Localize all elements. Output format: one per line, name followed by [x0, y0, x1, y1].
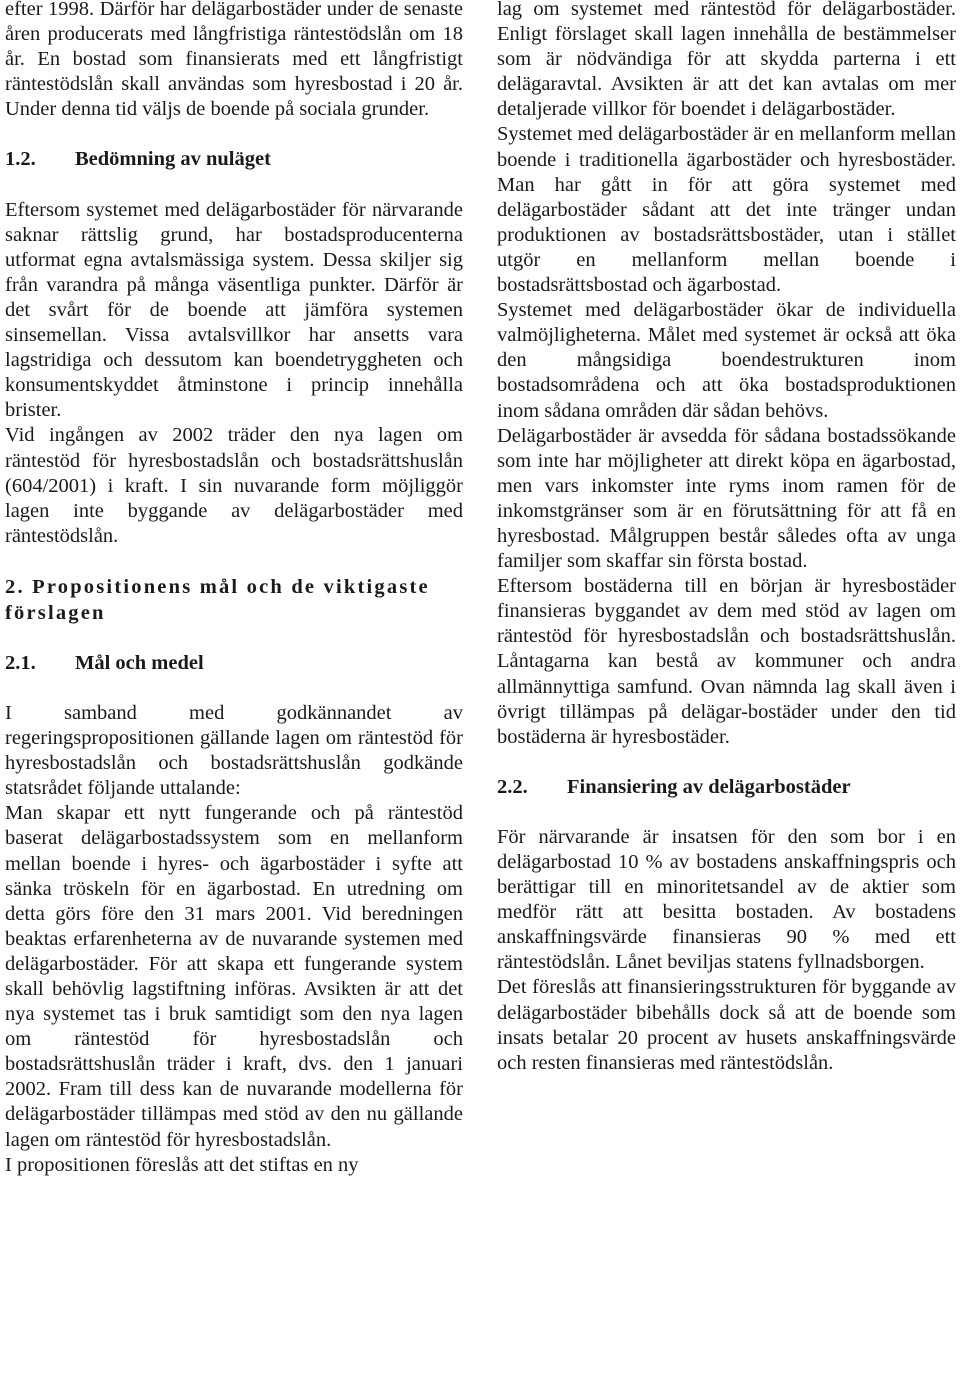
- heading-title: Bedömning av nuläget: [75, 148, 271, 171]
- heading-title: Mål och medel: [75, 651, 204, 674]
- paragraph-fin-2: Det föreslås att finansieringsstrukturen för byggande av delägarbostäder bibehålls dock så att de boende som insats betalar 20 procent av husets anskaffningsvärde och resten finansieras med räntestödslån.: [497, 976, 956, 1074]
- heading-title: Finansiering av delägarbostäder: [567, 775, 851, 798]
- right-column: [497, 0, 956, 1076]
- heading-number: 1.2.: [5, 148, 36, 171]
- heading-number: 2.1.: [5, 651, 36, 674]
- paragraph-mal-1: I samband med godkännandet av regeringspropositionen gällande lagen om räntestöd för hyresbostadslån och bostadsrättshuslån godkände statsrådet följande uttalande:: [5, 701, 463, 800]
- heading-2: 2. Propositionens mål och de viktigaste förslagen: [5, 575, 430, 624]
- heading-1-2: [5, 147, 463, 172]
- paragraph-system-1: Systemet med delägarbostäder är en mellanform mellan boende i traditionella ägarbostäder och hyresbostäder. Man har gått in för att göra systemet med delägarbostäder sådant att det inte tränger undan produktionen av bostadsrättsbostäder, utan i stället utgör en mellanform mellan boende i bostadsrättsbostad och ägarbostad.: [497, 123, 956, 297]
- paragraph-mal-3: I propositionen föreslås att det stiftas en ny: [5, 1153, 359, 1176]
- left-column: [5, 0, 463, 1178]
- paragraph-system-2: Systemet med delägarbostäder ökar de individuella valmöjligheterna. Målet med systemet är också att öka den mångsidiga boendestrukturen inom bostadsområdena och att öka bostadsproduktionen inom sådana områden där sådan behövs.: [497, 299, 956, 422]
- heading-number: 2.2.: [497, 775, 528, 798]
- paragraph-avsedda: Delägarbostäder är avsedda för sådana bostadssökande som inte har möjligheter att direkt köpa en ägarbostad, men vars inkomster inte ryms inom ramen för de inkomstgränser som är en förutsättning för att få en hyresbostad. Målgruppen består således ofta av unga familjer som skaffar sin första bostad.: [497, 424, 956, 573]
- paragraph-continued: lag om systemet med räntestöd för delägarbostäder. Enligt förslaget skall lagen innehålla de bestämmelser som är nödvändiga för att skydda parterna i ett delägaravtal. Avsikten är att det kan avtalas om mer detaljerade villkor för boendet i delägarbostäder.: [497, 0, 956, 121]
- heading-2-2: [497, 775, 956, 800]
- heading-2-1: [5, 651, 463, 676]
- paragraph-nulage-2: Vid ingången av 2002 träder den nya lagen om räntestöd för hyresbostadslån och bostadsrättshuslån (604/2001) i kraft. I sin nuvarande form möjliggör lagen inte byggande av delägarbostäder med räntestödslån.: [5, 424, 463, 547]
- paragraph-finansiering: Eftersom bostäderna till en början är hyresbostäder finansieras byggandet av dem med stöd av lagen om räntestöd för hyresbostadslån och bostadsrättshuslån. Låntagarna kan bestå av kommuner och andra allmännyttiga samfund. Ovan nämnda lag skall även i övrigt tillämpas på delägar-bostäder under den tid bostäderna är hyresbostäder.: [497, 575, 956, 748]
- paragraph-nulage-1: Eftersom systemet med delägarbostäder för närvarande saknar rättslig grund, har bostadsproducenterna utformat egna avtalsmässiga system. Dessa skiljer sig från varandra på många väsentliga punkter. Därför är det svårt för de boende att jämföra systemen sinsemellan. Vissa avtalsvillkor har ansetts vara lagstridiga och dessutom kan boendetryggheten och konsumentskyddet åtminstone i princip innehålla brister.: [5, 198, 463, 422]
- paragraph-mal-2: Man skapar ett nytt fungerande och på räntestöd baserat delägarbostadssystem som en mellanform mellan boende i hyres- och ägarbostäder i syfte att sänka tröskeln för en ägarbostad. En utredning om detta görs före den 31 mars 2001. Vid beredningen beaktas erfarenheterna av de nuvarande systemen med delägarbostäder. För att skapa ett fungerande system skall behövlig lagstiftning införas. Avsikten är att det nya systemet tas i bruk samtidigt som den nya lagen om räntestöd för hyresbostadslån och bostadsrättshuslån träder i kraft, dvs. den 1 januari 2002. Fram till dess kan de nuvarande modellerna för delägarbostäder tillämpas med stöd av den nu gällande lagen om räntestöd för hyresbostadslån.: [5, 802, 463, 1151]
- paragraph-fin-1: För närvarande är insatsen för den som bor i en delägarbostad 10 % av bostadens anskaffningspris och berättigar till en minoritetsandel av de aktier som medför rätt att besitta bostaden. Av bostadens anskaffningsvärde finansieras 90 % med ett räntestödslån. Lånet beviljas statens fyllnadsborgen.: [497, 825, 956, 974]
- paragraph-intro: efter 1998. Därför har delägarbostäder under de senaste åren producerats med långfristiga räntestödslån om 18 år. En bostad som finansierats med ett långfristigt räntestödslån skall användas som hyresbostad i 20 år. Under denna tid väljs de boende på sociala grunder.: [5, 0, 463, 121]
